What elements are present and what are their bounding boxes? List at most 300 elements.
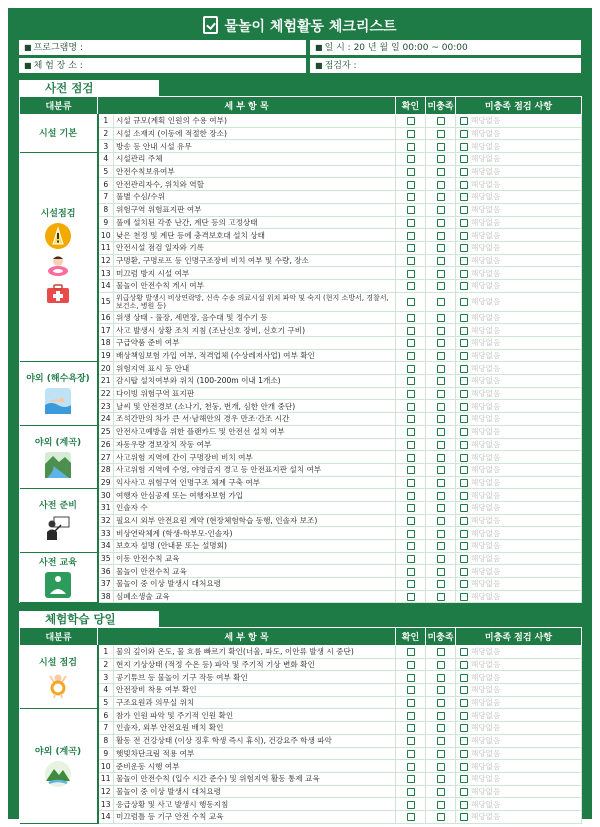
confirm-checkbox-cell[interactable] <box>396 696 426 709</box>
not-applicable-checkbox[interactable] <box>460 712 468 720</box>
not-applicable-checkbox[interactable] <box>460 530 468 538</box>
not-applicable-checkbox[interactable] <box>460 403 468 411</box>
confirm-checkbox[interactable] <box>407 168 415 176</box>
confirm-checkbox-cell[interactable] <box>396 140 426 153</box>
unmet-checkbox-cell[interactable] <box>426 140 456 153</box>
confirm-checkbox-cell[interactable] <box>396 229 426 242</box>
confirm-checkbox-cell[interactable] <box>396 463 426 476</box>
confirm-checkbox[interactable] <box>407 568 415 576</box>
confirm-checkbox[interactable] <box>407 712 415 720</box>
unmet-checkbox-cell[interactable] <box>426 451 456 464</box>
unmet-checkbox[interactable] <box>437 403 445 411</box>
unmet-checkbox-cell[interactable] <box>426 279 456 292</box>
unmet-detail-cell[interactable] <box>456 747 582 760</box>
confirm-checkbox[interactable] <box>407 580 415 588</box>
not-applicable-checkbox[interactable] <box>460 661 468 669</box>
not-applicable-checkbox[interactable] <box>460 542 468 550</box>
unmet-checkbox-cell[interactable] <box>426 760 456 773</box>
confirm-checkbox-cell[interactable] <box>396 747 426 760</box>
unmet-detail-cell[interactable] <box>456 425 582 438</box>
confirm-checkbox-cell[interactable] <box>396 165 426 178</box>
unmet-checkbox-cell[interactable] <box>426 734 456 747</box>
unmet-detail-cell[interactable] <box>456 153 582 166</box>
unmet-detail-cell[interactable] <box>456 684 582 697</box>
unmet-checkbox-cell[interactable] <box>426 387 456 400</box>
not-applicable-checkbox[interactable] <box>460 168 468 176</box>
unmet-detail-cell[interactable] <box>456 387 582 400</box>
unmet-checkbox-cell[interactable] <box>426 798 456 811</box>
confirm-checkbox-cell[interactable] <box>396 178 426 191</box>
confirm-checkbox-cell[interactable] <box>396 501 426 514</box>
unmet-checkbox[interactable] <box>437 282 445 290</box>
unmet-detail-cell[interactable] <box>456 438 582 451</box>
confirm-checkbox[interactable] <box>407 298 415 306</box>
unmet-checkbox-cell[interactable] <box>426 178 456 191</box>
unmet-checkbox-cell[interactable] <box>426 203 456 216</box>
unmet-detail-cell[interactable] <box>456 810 582 823</box>
not-applicable-checkbox[interactable] <box>460 466 468 474</box>
not-applicable-checkbox[interactable] <box>460 314 468 322</box>
confirm-checkbox-cell[interactable] <box>396 760 426 773</box>
unmet-detail-cell[interactable] <box>456 798 582 811</box>
confirm-checkbox[interactable] <box>407 390 415 398</box>
unmet-detail-cell[interactable] <box>456 400 582 413</box>
unmet-checkbox-cell[interactable] <box>426 400 456 413</box>
confirm-checkbox[interactable] <box>407 813 415 821</box>
unmet-checkbox-cell[interactable] <box>426 684 456 697</box>
confirm-checkbox[interactable] <box>407 117 415 125</box>
unmet-checkbox-cell[interactable] <box>426 362 456 375</box>
unmet-checkbox-cell[interactable] <box>426 115 456 128</box>
not-applicable-checkbox[interactable] <box>460 568 468 576</box>
confirm-checkbox-cell[interactable] <box>396 810 426 823</box>
unmet-checkbox[interactable] <box>437 542 445 550</box>
unmet-checkbox-cell[interactable] <box>426 413 456 426</box>
confirm-checkbox-cell[interactable] <box>396 324 426 337</box>
unmet-detail-cell[interactable] <box>456 241 582 254</box>
confirm-checkbox-cell[interactable] <box>396 349 426 362</box>
unmet-checkbox[interactable] <box>437 143 445 151</box>
not-applicable-checkbox[interactable] <box>460 788 468 796</box>
unmet-checkbox-cell[interactable] <box>426 438 456 451</box>
unmet-detail-cell[interactable] <box>456 463 582 476</box>
unmet-checkbox-cell[interactable] <box>426 292 456 311</box>
unmet-detail-cell[interactable] <box>456 646 582 659</box>
unmet-checkbox[interactable] <box>437 339 445 347</box>
unmet-checkbox[interactable] <box>437 270 445 278</box>
not-applicable-checkbox[interactable] <box>460 352 468 360</box>
confirm-checkbox-cell[interactable] <box>396 153 426 166</box>
unmet-checkbox-cell[interactable] <box>426 489 456 502</box>
unmet-detail-cell[interactable] <box>456 292 582 311</box>
unmet-checkbox[interactable] <box>437 763 445 771</box>
confirm-checkbox[interactable] <box>407 257 415 265</box>
confirm-checkbox-cell[interactable] <box>396 476 426 489</box>
unmet-checkbox[interactable] <box>437 580 445 588</box>
unmet-detail-cell[interactable] <box>456 451 582 464</box>
confirm-checkbox[interactable] <box>407 282 415 290</box>
unmet-checkbox-cell[interactable] <box>426 552 456 565</box>
not-applicable-checkbox[interactable] <box>460 648 468 656</box>
unmet-checkbox-cell[interactable] <box>426 501 456 514</box>
not-applicable-checkbox[interactable] <box>460 339 468 347</box>
confirm-checkbox[interactable] <box>407 365 415 373</box>
confirm-checkbox-cell[interactable] <box>396 241 426 254</box>
confirm-checkbox-cell[interactable] <box>396 191 426 204</box>
confirm-checkbox[interactable] <box>407 788 415 796</box>
unmet-checkbox[interactable] <box>437 181 445 189</box>
unmet-detail-cell[interactable] <box>456 191 582 204</box>
not-applicable-checkbox[interactable] <box>460 479 468 487</box>
unmet-detail-cell[interactable] <box>456 501 582 514</box>
unmet-checkbox[interactable] <box>437 801 445 809</box>
unmet-checkbox[interactable] <box>437 428 445 436</box>
not-applicable-checkbox[interactable] <box>460 244 468 252</box>
not-applicable-checkbox[interactable] <box>460 504 468 512</box>
unmet-checkbox-cell[interactable] <box>426 229 456 242</box>
confirm-checkbox-cell[interactable] <box>396 658 426 671</box>
unmet-checkbox-cell[interactable] <box>426 476 456 489</box>
unmet-checkbox-cell[interactable] <box>426 514 456 527</box>
not-applicable-checkbox[interactable] <box>460 143 468 151</box>
confirm-checkbox[interactable] <box>407 155 415 163</box>
confirm-checkbox[interactable] <box>407 181 415 189</box>
confirm-checkbox-cell[interactable] <box>396 772 426 785</box>
unmet-detail-cell[interactable] <box>456 349 582 362</box>
unmet-checkbox-cell[interactable] <box>426 216 456 229</box>
confirm-checkbox-cell[interactable] <box>396 216 426 229</box>
not-applicable-checkbox[interactable] <box>460 517 468 525</box>
not-applicable-checkbox[interactable] <box>460 674 468 682</box>
unmet-checkbox-cell[interactable] <box>426 127 456 140</box>
confirm-checkbox-cell[interactable] <box>396 375 426 388</box>
confirm-checkbox-cell[interactable] <box>396 527 426 540</box>
not-applicable-checkbox[interactable] <box>460 219 468 227</box>
unmet-checkbox[interactable] <box>437 788 445 796</box>
confirm-checkbox-cell[interactable] <box>396 514 426 527</box>
unmet-checkbox-cell[interactable] <box>426 810 456 823</box>
confirm-checkbox[interactable] <box>407 555 415 563</box>
not-applicable-checkbox[interactable] <box>460 206 468 214</box>
unmet-checkbox-cell[interactable] <box>426 540 456 553</box>
unmet-detail-cell[interactable] <box>456 785 582 798</box>
confirm-checkbox-cell[interactable] <box>396 552 426 565</box>
unmet-detail-cell[interactable] <box>456 658 582 671</box>
unmet-detail-cell[interactable] <box>456 362 582 375</box>
confirm-checkbox[interactable] <box>407 504 415 512</box>
unmet-checkbox[interactable] <box>437 232 445 240</box>
not-applicable-checkbox[interactable] <box>460 232 468 240</box>
unmet-checkbox-cell[interactable] <box>426 590 456 603</box>
confirm-checkbox-cell[interactable] <box>396 646 426 659</box>
not-applicable-checkbox[interactable] <box>460 813 468 821</box>
confirm-checkbox[interactable] <box>407 750 415 758</box>
confirm-checkbox[interactable] <box>407 327 415 335</box>
confirm-checkbox-cell[interactable] <box>396 684 426 697</box>
unmet-detail-cell[interactable] <box>456 324 582 337</box>
not-applicable-checkbox[interactable] <box>460 327 468 335</box>
not-applicable-checkbox[interactable] <box>460 130 468 138</box>
confirm-checkbox[interactable] <box>407 661 415 669</box>
unmet-detail-cell[interactable] <box>456 540 582 553</box>
confirm-checkbox[interactable] <box>407 542 415 550</box>
confirm-checkbox-cell[interactable] <box>396 540 426 553</box>
unmet-checkbox[interactable] <box>437 327 445 335</box>
unmet-detail-cell[interactable] <box>456 514 582 527</box>
not-applicable-checkbox[interactable] <box>460 763 468 771</box>
unmet-detail-cell[interactable] <box>456 527 582 540</box>
confirm-checkbox[interactable] <box>407 699 415 707</box>
unmet-checkbox[interactable] <box>437 130 445 138</box>
confirm-checkbox[interactable] <box>407 143 415 151</box>
unmet-checkbox-cell[interactable] <box>426 349 456 362</box>
unmet-checkbox[interactable] <box>437 775 445 783</box>
unmet-checkbox[interactable] <box>437 750 445 758</box>
confirm-checkbox-cell[interactable] <box>396 734 426 747</box>
not-applicable-checkbox[interactable] <box>460 298 468 306</box>
unmet-detail-cell[interactable] <box>456 709 582 722</box>
unmet-checkbox-cell[interactable] <box>426 671 456 684</box>
unmet-detail-cell[interactable] <box>456 115 582 128</box>
unmet-detail-cell[interactable] <box>456 413 582 426</box>
unmet-detail-cell[interactable] <box>456 203 582 216</box>
unmet-checkbox-cell[interactable] <box>426 747 456 760</box>
unmet-detail-cell[interactable] <box>456 279 582 292</box>
confirm-checkbox[interactable] <box>407 244 415 252</box>
unmet-checkbox-cell[interactable] <box>426 165 456 178</box>
unmet-detail-cell[interactable] <box>456 772 582 785</box>
unmet-checkbox-cell[interactable] <box>426 646 456 659</box>
date-field[interactable]: ■ 일 시 : 20 년 월 일 00:00 ~ 00:00 <box>310 40 581 55</box>
not-applicable-checkbox[interactable] <box>460 686 468 694</box>
location-field[interactable]: ■ 체 험 장 소 : <box>19 58 306 73</box>
not-applicable-checkbox[interactable] <box>460 724 468 732</box>
unmet-checkbox-cell[interactable] <box>426 696 456 709</box>
not-applicable-checkbox[interactable] <box>460 750 468 758</box>
confirm-checkbox[interactable] <box>407 454 415 462</box>
unmet-checkbox[interactable] <box>437 555 445 563</box>
confirm-checkbox[interactable] <box>407 724 415 732</box>
unmet-detail-cell[interactable] <box>456 267 582 280</box>
unmet-checkbox-cell[interactable] <box>426 311 456 324</box>
unmet-checkbox[interactable] <box>437 415 445 423</box>
confirm-checkbox[interactable] <box>407 415 415 423</box>
confirm-checkbox[interactable] <box>407 130 415 138</box>
unmet-checkbox[interactable] <box>437 813 445 821</box>
confirm-checkbox-cell[interactable] <box>396 489 426 502</box>
not-applicable-checkbox[interactable] <box>460 282 468 290</box>
confirm-checkbox-cell[interactable] <box>396 400 426 413</box>
unmet-detail-cell[interactable] <box>456 178 582 191</box>
confirm-checkbox[interactable] <box>407 339 415 347</box>
confirm-checkbox[interactable] <box>407 479 415 487</box>
inspector-field[interactable]: ■ 점검자 : <box>310 58 581 73</box>
unmet-checkbox[interactable] <box>437 517 445 525</box>
unmet-checkbox[interactable] <box>437 219 445 227</box>
unmet-checkbox[interactable] <box>437 257 445 265</box>
unmet-detail-cell[interactable] <box>456 590 582 603</box>
confirm-checkbox[interactable] <box>407 517 415 525</box>
unmet-checkbox-cell[interactable] <box>426 463 456 476</box>
not-applicable-checkbox[interactable] <box>460 257 468 265</box>
unmet-detail-cell[interactable] <box>456 375 582 388</box>
unmet-checkbox-cell[interactable] <box>426 425 456 438</box>
unmet-checkbox[interactable] <box>437 699 445 707</box>
unmet-checkbox-cell[interactable] <box>426 772 456 785</box>
unmet-detail-cell[interactable] <box>456 760 582 773</box>
confirm-checkbox-cell[interactable] <box>396 362 426 375</box>
not-applicable-checkbox[interactable] <box>460 555 468 563</box>
not-applicable-checkbox[interactable] <box>460 580 468 588</box>
not-applicable-checkbox[interactable] <box>460 415 468 423</box>
unmet-detail-cell[interactable] <box>456 578 582 591</box>
confirm-checkbox-cell[interactable] <box>396 337 426 350</box>
unmet-checkbox[interactable] <box>437 593 445 601</box>
not-applicable-checkbox[interactable] <box>460 593 468 601</box>
unmet-detail-cell[interactable] <box>456 140 582 153</box>
confirm-checkbox[interactable] <box>407 593 415 601</box>
unmet-checkbox[interactable] <box>437 117 445 125</box>
not-applicable-checkbox[interactable] <box>460 441 468 449</box>
unmet-checkbox-cell[interactable] <box>426 191 456 204</box>
confirm-checkbox[interactable] <box>407 219 415 227</box>
confirm-checkbox[interactable] <box>407 206 415 214</box>
unmet-checkbox[interactable] <box>437 648 445 656</box>
confirm-checkbox-cell[interactable] <box>396 565 426 578</box>
confirm-checkbox[interactable] <box>407 674 415 682</box>
confirm-checkbox[interactable] <box>407 403 415 411</box>
confirm-checkbox-cell[interactable] <box>396 279 426 292</box>
unmet-checkbox[interactable] <box>437 504 445 512</box>
unmet-detail-cell[interactable] <box>456 696 582 709</box>
not-applicable-checkbox[interactable] <box>460 155 468 163</box>
unmet-checkbox[interactable] <box>437 454 445 462</box>
unmet-checkbox-cell[interactable] <box>426 153 456 166</box>
unmet-detail-cell[interactable] <box>456 734 582 747</box>
unmet-detail-cell[interactable] <box>456 671 582 684</box>
unmet-checkbox-cell[interactable] <box>426 785 456 798</box>
confirm-checkbox[interactable] <box>407 737 415 745</box>
unmet-detail-cell[interactable] <box>456 552 582 565</box>
unmet-checkbox-cell[interactable] <box>426 709 456 722</box>
unmet-checkbox-cell[interactable] <box>426 527 456 540</box>
confirm-checkbox-cell[interactable] <box>396 438 426 451</box>
unmet-detail-cell[interactable] <box>456 254 582 267</box>
confirm-checkbox[interactable] <box>407 686 415 694</box>
unmet-checkbox[interactable] <box>437 686 445 694</box>
unmet-checkbox-cell[interactable] <box>426 578 456 591</box>
unmet-checkbox-cell[interactable] <box>426 254 456 267</box>
confirm-checkbox-cell[interactable] <box>396 798 426 811</box>
confirm-checkbox[interactable] <box>407 352 415 360</box>
confirm-checkbox-cell[interactable] <box>396 311 426 324</box>
confirm-checkbox-cell[interactable] <box>396 292 426 311</box>
confirm-checkbox[interactable] <box>407 763 415 771</box>
confirm-checkbox[interactable] <box>407 441 415 449</box>
not-applicable-checkbox[interactable] <box>460 775 468 783</box>
confirm-checkbox-cell[interactable] <box>396 451 426 464</box>
confirm-checkbox[interactable] <box>407 775 415 783</box>
unmet-checkbox-cell[interactable] <box>426 375 456 388</box>
unmet-checkbox[interactable] <box>437 365 445 373</box>
unmet-checkbox[interactable] <box>437 466 445 474</box>
confirm-checkbox[interactable] <box>407 492 415 500</box>
unmet-checkbox[interactable] <box>437 674 445 682</box>
confirm-checkbox-cell[interactable] <box>396 671 426 684</box>
not-applicable-checkbox[interactable] <box>460 454 468 462</box>
unmet-checkbox-cell[interactable] <box>426 267 456 280</box>
unmet-checkbox[interactable] <box>437 568 445 576</box>
unmet-detail-cell[interactable] <box>456 489 582 502</box>
not-applicable-checkbox[interactable] <box>460 193 468 201</box>
unmet-checkbox[interactable] <box>437 377 445 385</box>
unmet-checkbox-cell[interactable] <box>426 565 456 578</box>
unmet-checkbox[interactable] <box>437 155 445 163</box>
unmet-checkbox-cell[interactable] <box>426 337 456 350</box>
unmet-checkbox[interactable] <box>437 314 445 322</box>
unmet-detail-cell[interactable] <box>456 337 582 350</box>
confirm-checkbox[interactable] <box>407 232 415 240</box>
unmet-checkbox-cell[interactable] <box>426 722 456 735</box>
confirm-checkbox[interactable] <box>407 377 415 385</box>
unmet-checkbox-cell[interactable] <box>426 324 456 337</box>
unmet-checkbox-cell[interactable] <box>426 241 456 254</box>
confirm-checkbox[interactable] <box>407 270 415 278</box>
not-applicable-checkbox[interactable] <box>460 801 468 809</box>
unmet-checkbox[interactable] <box>437 724 445 732</box>
not-applicable-checkbox[interactable] <box>460 390 468 398</box>
confirm-checkbox-cell[interactable] <box>396 785 426 798</box>
not-applicable-checkbox[interactable] <box>460 270 468 278</box>
confirm-checkbox-cell[interactable] <box>396 127 426 140</box>
confirm-checkbox-cell[interactable] <box>396 425 426 438</box>
confirm-checkbox[interactable] <box>407 466 415 474</box>
confirm-checkbox[interactable] <box>407 193 415 201</box>
unmet-checkbox[interactable] <box>437 193 445 201</box>
unmet-checkbox[interactable] <box>437 737 445 745</box>
confirm-checkbox-cell[interactable] <box>396 590 426 603</box>
not-applicable-checkbox[interactable] <box>460 428 468 436</box>
unmet-checkbox[interactable] <box>437 492 445 500</box>
not-applicable-checkbox[interactable] <box>460 181 468 189</box>
unmet-checkbox[interactable] <box>437 441 445 449</box>
not-applicable-checkbox[interactable] <box>460 492 468 500</box>
unmet-checkbox[interactable] <box>437 352 445 360</box>
confirm-checkbox-cell[interactable] <box>396 722 426 735</box>
not-applicable-checkbox[interactable] <box>460 365 468 373</box>
not-applicable-checkbox[interactable] <box>460 699 468 707</box>
confirm-checkbox-cell[interactable] <box>396 267 426 280</box>
confirm-checkbox-cell[interactable] <box>396 413 426 426</box>
unmet-detail-cell[interactable] <box>456 127 582 140</box>
unmet-detail-cell[interactable] <box>456 476 582 489</box>
unmet-checkbox[interactable] <box>437 206 445 214</box>
not-applicable-checkbox[interactable] <box>460 117 468 125</box>
unmet-detail-cell[interactable] <box>456 311 582 324</box>
confirm-checkbox-cell[interactable] <box>396 115 426 128</box>
unmet-checkbox[interactable] <box>437 244 445 252</box>
unmet-checkbox[interactable] <box>437 298 445 306</box>
unmet-detail-cell[interactable] <box>456 216 582 229</box>
confirm-checkbox-cell[interactable] <box>396 254 426 267</box>
unmet-detail-cell[interactable] <box>456 722 582 735</box>
unmet-checkbox-cell[interactable] <box>426 658 456 671</box>
unmet-checkbox[interactable] <box>437 479 445 487</box>
unmet-checkbox[interactable] <box>437 661 445 669</box>
unmet-detail-cell[interactable] <box>456 229 582 242</box>
unmet-checkbox[interactable] <box>437 390 445 398</box>
unmet-checkbox[interactable] <box>437 712 445 720</box>
